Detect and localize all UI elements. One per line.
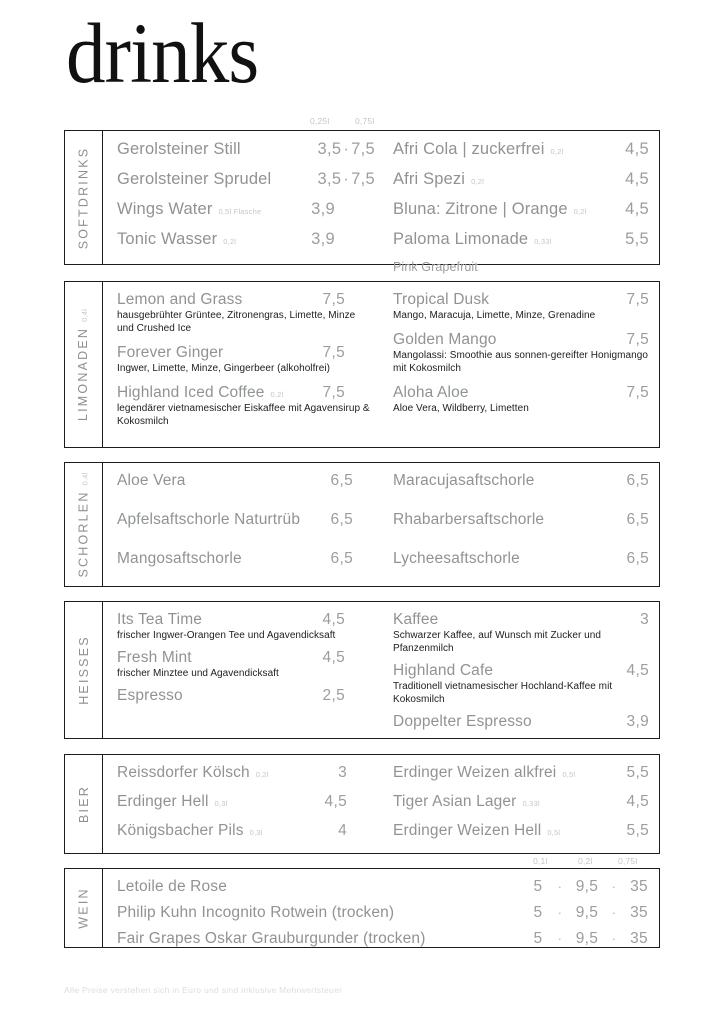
item-price: 3,5 · 7,5 <box>317 140 375 158</box>
item-description: Mangolassi: Smoothie aus sonnen-gereifter Honigmango mit Kokosmilch <box>393 350 648 374</box>
item-description: Schwarzer Kaffee, auf Wunsch mit Zucker und Pfanzenmilch <box>393 630 601 654</box>
list-item <box>117 649 375 680</box>
category-name: HEISSES <box>76 635 91 705</box>
wein-volume-header-02: 0,2l <box>578 856 593 866</box>
list-item <box>117 200 375 230</box>
item-description: Ingwer, Limette, Minze, Gingerbeer (alkoholfrei) <box>117 363 331 374</box>
item-price-075: 35 <box>630 904 648 921</box>
item-volume: 0,2l <box>573 207 587 216</box>
item-name: Espresso <box>117 687 183 704</box>
list-item <box>117 344 375 375</box>
category-label-schorlen <box>65 463 103 586</box>
item-price-075: 7,5 <box>351 140 375 158</box>
wein-volume-header-01: 0,1l <box>533 856 548 866</box>
item-price: 7,5 <box>626 384 649 401</box>
item-price: 3,9 <box>626 713 649 730</box>
category-label-bier <box>65 755 103 853</box>
list-item <box>393 472 649 511</box>
item-price: 6,5 <box>626 550 649 567</box>
list-item <box>393 384 649 415</box>
section-softdrinks <box>64 130 660 274</box>
item-name: Erdinger Hell <box>117 793 209 810</box>
category-name: SOFTDRINKS <box>76 146 91 249</box>
item-name: Doppelter Espresso <box>393 713 532 730</box>
item-price: 3,9 <box>311 230 335 248</box>
list-item <box>393 140 649 170</box>
category-name: LIMONADEN <box>76 326 91 421</box>
list-item <box>117 822 375 851</box>
list-item <box>117 511 375 550</box>
section-schorlen <box>64 462 660 587</box>
schorlen-right-column <box>383 472 649 577</box>
list-item <box>393 170 649 200</box>
list-item <box>393 662 649 706</box>
list-item <box>117 904 659 930</box>
list-item <box>393 793 649 822</box>
list-item <box>117 611 375 642</box>
category-name: SCHORLEN <box>76 489 91 577</box>
item-name: Kaffee <box>393 611 439 628</box>
category-label-wein <box>65 869 103 947</box>
item-volume: 0,2l <box>550 147 564 156</box>
bier-left-column <box>117 764 383 844</box>
item-name: Mangosaftschorle <box>117 550 242 567</box>
list-item <box>117 793 375 822</box>
softdrinks-left-column <box>117 140 383 255</box>
item-price: 7,5 <box>626 331 649 348</box>
item-name: Reissdorfer Kölsch <box>117 764 250 781</box>
category-name: WEIN <box>76 887 91 929</box>
item-name: Fair Grapes Oskar Grauburgunder (trocken) <box>117 930 426 947</box>
item-name: Paloma Limonade <box>393 230 529 248</box>
list-item <box>393 230 649 260</box>
item-name: Tonic Wasser <box>117 230 218 248</box>
item-price-02: 9,5 <box>575 878 599 895</box>
item-name: Aloha Aloe <box>393 384 469 401</box>
schorlen-left-column <box>117 472 383 577</box>
item-price-025: 3,5 <box>317 170 342 188</box>
list-item <box>117 550 375 589</box>
item-price: 4,5 <box>322 649 345 666</box>
category-label-limonaden <box>65 282 103 447</box>
item-price: 3 <box>640 611 649 628</box>
list-item <box>117 170 375 200</box>
softdrinks-volume-header-075: 0,75l <box>355 116 375 126</box>
item-name: Maracujasaftschorle <box>393 472 535 489</box>
item-name: Philip Kuhn Incognito Rotwein (trocken) <box>117 904 395 921</box>
category-volume: 0,4l <box>80 308 90 322</box>
item-name: Afri Cola | zuckerfrei <box>393 140 545 158</box>
item-price-group: 5 · 9,5 · 35 <box>521 878 659 896</box>
list-item <box>117 764 375 793</box>
item-price-01: 5 <box>533 930 543 947</box>
item-price: 6,5 <box>330 511 353 528</box>
item-name: Bluna: Zitrone | Orange <box>393 200 568 218</box>
list-item <box>117 291 375 335</box>
item-volume: 0,3l <box>214 799 228 808</box>
category-volume: 0,4l <box>80 472 90 485</box>
item-name: Aloe Vera <box>117 472 186 489</box>
limonaden-right-column <box>383 291 649 438</box>
section-heisses <box>64 601 660 739</box>
item-price-02: 9,5 <box>575 904 599 921</box>
section-wein <box>64 868 660 948</box>
item-name: Rhabarbersaftschorle <box>393 511 545 528</box>
item-description: frischer Minztee und Agavendicksaft <box>117 668 279 679</box>
item-volume: 0,2l <box>270 390 284 399</box>
category-label-heisses <box>65 602 103 738</box>
item-volume: 0,5l <box>562 770 576 779</box>
softdrinks-right-column <box>383 140 649 274</box>
item-price-group: 5 · 9,5 · 35 <box>521 904 659 922</box>
category-label-softdrinks <box>65 131 103 264</box>
item-volume: 0,5l Flasche <box>218 207 262 216</box>
item-name: Erdinger Weizen alkfrei <box>393 764 557 781</box>
softdrinks-volume-header-025: 0,25l <box>310 116 330 126</box>
list-item <box>393 822 649 851</box>
list-item <box>393 713 649 731</box>
item-volume: 0,33l <box>534 237 552 246</box>
item-volume: 0,2l <box>255 770 269 779</box>
item-price: 7,5 <box>322 384 345 401</box>
bier-right-column <box>383 764 649 844</box>
item-volume: 0,2l <box>471 177 485 186</box>
item-price: 6,5 <box>626 472 649 489</box>
item-price: 3 <box>338 764 347 781</box>
item-description: frischer Ingwer-Orangen Tee und Agavendicksaft <box>117 630 336 641</box>
item-price: 4,5 <box>625 140 649 158</box>
item-price: 7,5 <box>626 291 649 308</box>
item-price: 4,5 <box>322 611 345 628</box>
page-title: drinks <box>66 5 259 101</box>
item-name: Highland Iced Coffee <box>117 384 265 401</box>
item-volume: 0,2l <box>223 237 237 246</box>
list-item <box>117 384 375 428</box>
wein-volume-header-075: 0,75l <box>618 856 638 866</box>
item-name: Highland Cafe <box>393 662 494 679</box>
item-volume: 0,3l <box>249 828 263 837</box>
list-item <box>393 611 649 655</box>
category-name: BIER <box>76 785 91 823</box>
item-name: Apfelsaftschorle Naturtrüb <box>117 511 301 528</box>
item-price: 3,9 <box>311 200 335 218</box>
list-item <box>393 764 649 793</box>
item-price-075: 35 <box>630 878 648 895</box>
item-price-02: 9,5 <box>575 930 599 947</box>
list-item <box>393 291 649 322</box>
list-item <box>117 230 375 260</box>
item-price-group: 5 · 9,5 · 35 <box>521 930 659 948</box>
item-name: Lemon and Grass <box>117 291 243 308</box>
list-item <box>393 200 649 230</box>
item-price-075: 7,5 <box>351 170 375 188</box>
item-price: 5,5 <box>626 764 649 781</box>
heisses-right-column <box>383 611 649 729</box>
list-item <box>117 140 375 170</box>
item-name: Erdinger Weizen Hell <box>393 822 542 839</box>
item-price: 4,5 <box>324 793 347 810</box>
item-price: 6,5 <box>626 511 649 528</box>
item-price: 7,5 <box>322 344 345 361</box>
item-price: 5,5 <box>625 230 649 248</box>
list-item <box>117 687 375 705</box>
item-price: 6,5 <box>330 472 353 489</box>
item-description: Aloe Vera, Wildberry, Limetten <box>393 403 529 414</box>
item-subtitle: Pink Grapefruit <box>393 260 478 274</box>
item-description: legendärer vietnamesischer Eiskaffee mit Agavensirup & Kokosmilch <box>117 403 370 427</box>
item-name: Golden Mango <box>393 331 497 348</box>
item-price: 4 <box>338 822 347 839</box>
item-name: Tropical Dusk <box>393 291 490 308</box>
list-item <box>117 472 375 511</box>
list-item <box>393 511 649 550</box>
list-item <box>117 878 659 904</box>
item-name: Königsbacher Pils <box>117 822 244 839</box>
heisses-left-column <box>117 611 383 729</box>
item-price-01: 5 <box>533 878 543 895</box>
item-price: 2,5 <box>322 687 345 704</box>
item-price: 4,5 <box>625 200 649 218</box>
item-name: Gerolsteiner Still <box>117 140 241 158</box>
item-description: Traditionell vietnamesischer Hochland-Kaffee mit Kokosmilch <box>393 681 613 705</box>
list-item <box>117 930 659 956</box>
item-name: Fresh Mint <box>117 649 192 666</box>
wein-column <box>117 878 659 947</box>
item-price: 6,5 <box>330 550 353 567</box>
item-description: Mango, Maracuja, Limette, Minze, Grenadine <box>393 310 596 321</box>
item-volume: 0,33l <box>522 799 540 808</box>
item-name: Its Tea Time <box>117 611 203 628</box>
item-price: 4,5 <box>625 170 649 188</box>
item-volume: 0,5l <box>547 828 561 837</box>
list-item <box>393 331 649 375</box>
item-name: Wings Water <box>117 200 213 218</box>
item-price-075: 35 <box>630 930 648 947</box>
item-name: Forever Ginger <box>117 344 224 361</box>
item-price: 4,5 <box>626 793 649 810</box>
item-price-025: 3,5 <box>317 140 342 158</box>
footer-note: Alle Preise verstehen sich in Euro und sind inklusive Mehrwertsteuer <box>64 985 343 995</box>
item-name: Tiger Asian Lager <box>393 793 517 810</box>
item-price-01: 5 <box>533 904 543 921</box>
item-price: 7,5 <box>322 291 345 308</box>
limonaden-left-column <box>117 291 383 438</box>
item-price: 4,5 <box>626 662 649 679</box>
item-name: Lycheesaftschorle <box>393 550 520 567</box>
item-name: Afri Spezi <box>393 170 466 188</box>
item-price: 5,5 <box>626 822 649 839</box>
item-name: Gerolsteiner Sprudel <box>117 170 272 188</box>
section-limonaden <box>64 281 660 448</box>
list-item <box>393 550 649 589</box>
item-price: 3,5 · 7,5 <box>317 170 375 188</box>
section-bier <box>64 754 660 854</box>
item-name: Letoile de Rose <box>117 878 227 895</box>
item-description: hausgebrühter Grüntee, Zitronengras, Limette, Minze und Crushed Ice <box>117 310 356 334</box>
